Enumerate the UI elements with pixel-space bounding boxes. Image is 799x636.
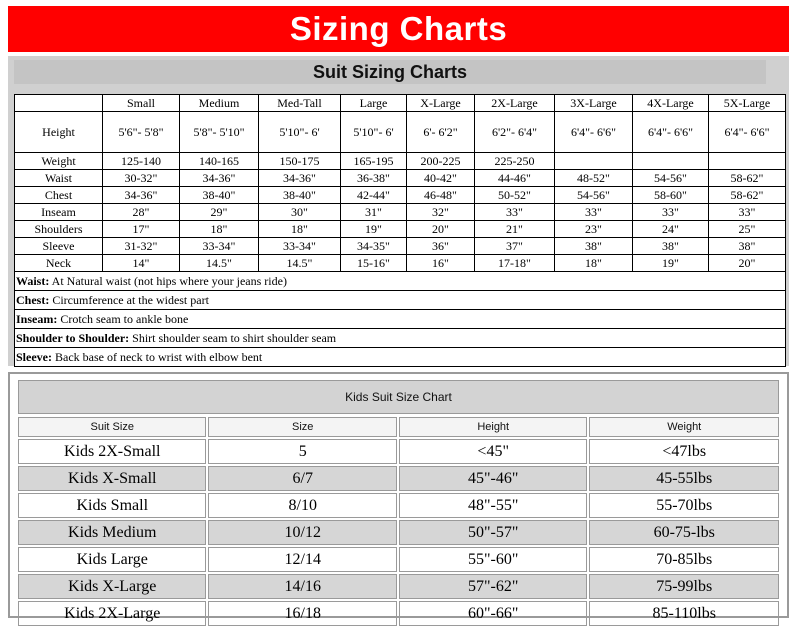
table-cell: 57"-62": [399, 574, 587, 599]
table-cell: 58-62": [709, 187, 786, 204]
measurement-note: [15, 310, 786, 329]
table-cell: 20": [407, 221, 475, 238]
table-cell: 30": [259, 204, 341, 221]
column-header: X-Large: [407, 95, 475, 112]
kids-chart-title: Kids Suit Size Chart: [18, 380, 779, 414]
table-cell: 50"-57": [399, 520, 587, 545]
measurement-note: [15, 272, 786, 291]
table-cell: 60-75-lbs: [589, 520, 779, 545]
table-row: [18, 601, 779, 626]
table-cell: 33": [555, 204, 633, 221]
table-cell: 42-44": [341, 187, 407, 204]
table-cell: 24": [633, 221, 709, 238]
table-cell: [555, 153, 633, 170]
note-text: Circumference at the widest part: [49, 292, 209, 307]
adult-size-table: [14, 94, 786, 367]
table-row: [15, 187, 786, 204]
note-text: Crotch seam to ankle bone: [57, 311, 189, 326]
note-term: Sleeve:: [16, 349, 52, 364]
row-label: Shoulders: [15, 221, 103, 238]
table-cell: Kids Small: [18, 493, 206, 518]
row-label: Inseam: [15, 204, 103, 221]
table-cell: Kids X-Small: [18, 466, 206, 491]
table-cell: 17-18": [475, 255, 555, 272]
kids-size-table: [16, 415, 781, 628]
table-cell: 28": [103, 204, 180, 221]
table-cell: 5'10"- 6': [259, 112, 341, 153]
table-cell: 5: [208, 439, 396, 464]
table-cell: 5'6"- 5'8": [103, 112, 180, 153]
table-row: [15, 112, 786, 153]
table-cell: 33-34": [259, 238, 341, 255]
table-row: [15, 170, 786, 187]
table-row: [15, 204, 786, 221]
table-cell: Kids X-Large: [18, 574, 206, 599]
note-text: Back base of neck to wrist with elbow bent: [51, 349, 263, 364]
table-row: [18, 547, 779, 572]
note-term: Chest:: [16, 292, 50, 307]
subtitle-bar: [8, 56, 789, 88]
column-header: Height: [399, 417, 587, 437]
table-cell: 19": [633, 255, 709, 272]
table-cell: 19": [341, 221, 407, 238]
table-cell: 34-36": [103, 187, 180, 204]
table-cell: [633, 153, 709, 170]
table-cell: 15-16": [341, 255, 407, 272]
table-cell: Kids 2X-Small: [18, 439, 206, 464]
column-header: 2X-Large: [475, 95, 555, 112]
row-label: Sleeve: [15, 238, 103, 255]
table-cell: 20": [709, 255, 786, 272]
table-cell: 16": [407, 255, 475, 272]
column-header: Small: [103, 95, 180, 112]
column-header: Med-Tall: [259, 95, 341, 112]
column-header: 5X-Large: [709, 95, 786, 112]
table-header-row: [18, 417, 779, 437]
table-cell: 12/14: [208, 547, 396, 572]
table-cell: 5'10"- 6': [341, 112, 407, 153]
table-cell: 33": [633, 204, 709, 221]
column-header: Medium: [180, 95, 259, 112]
table-cell: 38-40": [180, 187, 259, 204]
table-row: [18, 520, 779, 545]
table-cell: 58-62": [709, 170, 786, 187]
table-cell: 23": [555, 221, 633, 238]
table-cell: 225-250: [475, 153, 555, 170]
table-cell: 18": [555, 255, 633, 272]
table-cell: 34-36": [180, 170, 259, 187]
table-cell: 140-165: [180, 153, 259, 170]
table-cell: Kids Medium: [18, 520, 206, 545]
table-row: [15, 238, 786, 255]
table-cell: 38": [633, 238, 709, 255]
table-row: [18, 574, 779, 599]
table-cell: 14/16: [208, 574, 396, 599]
section-title: Suit Sizing Charts: [14, 60, 766, 84]
adult-size-chart-panel: [8, 88, 789, 366]
table-cell: 32": [407, 204, 475, 221]
row-label: Height: [15, 112, 103, 153]
row-label: Chest: [15, 187, 103, 204]
table-cell: 125-140: [103, 153, 180, 170]
note-text: At Natural waist (not hips where your jeans ride): [49, 273, 287, 288]
row-label: Waist: [15, 170, 103, 187]
table-cell: <47lbs: [589, 439, 779, 464]
row-label: Neck: [15, 255, 103, 272]
table-cell: 16/18: [208, 601, 396, 626]
table-cell: 6'4"- 6'6": [709, 112, 786, 153]
note-term: Waist:: [16, 273, 50, 288]
table-cell: 18": [259, 221, 341, 238]
table-cell: 6'2"- 6'4": [475, 112, 555, 153]
table-cell: 200-225: [407, 153, 475, 170]
kids-size-chart-panel: [8, 372, 789, 622]
table-cell: 38-40": [259, 187, 341, 204]
table-cell: 54-56": [555, 187, 633, 204]
table-cell: 14": [103, 255, 180, 272]
measurement-note: [15, 329, 786, 348]
table-row: [15, 221, 786, 238]
table-cell: 36": [407, 238, 475, 255]
column-header: Size: [208, 417, 396, 437]
table-cell: 45"-46": [399, 466, 587, 491]
table-cell: 75-99lbs: [589, 574, 779, 599]
table-cell: 40-42": [407, 170, 475, 187]
table-cell: 10/12: [208, 520, 396, 545]
table-cell: 5'8"- 5'10": [180, 112, 259, 153]
table-cell: 44-46": [475, 170, 555, 187]
table-cell: <45": [399, 439, 587, 464]
table-cell: 48"-55": [399, 493, 587, 518]
table-row: [18, 466, 779, 491]
table-cell: 14.5": [259, 255, 341, 272]
table-cell: 31": [341, 204, 407, 221]
table-cell: 17": [103, 221, 180, 238]
table-cell: 34-36": [259, 170, 341, 187]
table-cell: 48-52": [555, 170, 633, 187]
table-cell: 30-32": [103, 170, 180, 187]
table-cell: 55"-60": [399, 547, 587, 572]
table-header-row: [15, 95, 786, 112]
table-cell: 46-48": [407, 187, 475, 204]
table-cell: 8/10: [208, 493, 396, 518]
table-cell: 150-175: [259, 153, 341, 170]
note-term: Shoulder to Shoulder:: [16, 330, 130, 345]
column-header: 4X-Large: [633, 95, 709, 112]
table-cell: 70-85lbs: [589, 547, 779, 572]
table-cell: 6/7: [208, 466, 396, 491]
table-cell: 55-70lbs: [589, 493, 779, 518]
table-row: [15, 153, 786, 170]
table-cell: Kids 2X-Large: [18, 601, 206, 626]
note-term: Inseam:: [16, 311, 58, 326]
table-cell: 33-34": [180, 238, 259, 255]
table-cell: 60"-66": [399, 601, 587, 626]
table-cell: 85-110lbs: [589, 601, 779, 626]
table-row: [18, 439, 779, 464]
table-cell: 37": [475, 238, 555, 255]
column-header: 3X-Large: [555, 95, 633, 112]
table-cell: 165-195: [341, 153, 407, 170]
table-cell: 38": [709, 238, 786, 255]
table-cell: 6'4"- 6'6": [555, 112, 633, 153]
table-cell: 38": [555, 238, 633, 255]
table-cell: [709, 153, 786, 170]
page-title: Sizing Charts: [8, 6, 789, 52]
table-cell: 34-35": [341, 238, 407, 255]
table-cell: 18": [180, 221, 259, 238]
table-cell: 6'- 6'2": [407, 112, 475, 153]
table-cell: 14.5": [180, 255, 259, 272]
measurement-note: [15, 348, 786, 367]
table-cell: 29": [180, 204, 259, 221]
note-text: Shirt shoulder seam to shirt shoulder seam: [129, 330, 337, 345]
table-cell: 58-60": [633, 187, 709, 204]
column-header: [15, 95, 103, 112]
table-cell: 50-52": [475, 187, 555, 204]
table-row: [18, 493, 779, 518]
measurement-note: [15, 291, 786, 310]
table-cell: 54-56": [633, 170, 709, 187]
column-header: Large: [341, 95, 407, 112]
table-cell: 6'4"- 6'6": [633, 112, 709, 153]
table-cell: Kids Large: [18, 547, 206, 572]
table-cell: 21": [475, 221, 555, 238]
table-cell: 33": [709, 204, 786, 221]
table-row: [15, 255, 786, 272]
column-header: Weight: [589, 417, 779, 437]
table-cell: 33": [475, 204, 555, 221]
row-label: Weight: [15, 153, 103, 170]
table-cell: 36-38": [341, 170, 407, 187]
column-header: Suit Size: [18, 417, 206, 437]
table-cell: 25": [709, 221, 786, 238]
table-cell: 45-55lbs: [589, 466, 779, 491]
table-cell: 31-32": [103, 238, 180, 255]
